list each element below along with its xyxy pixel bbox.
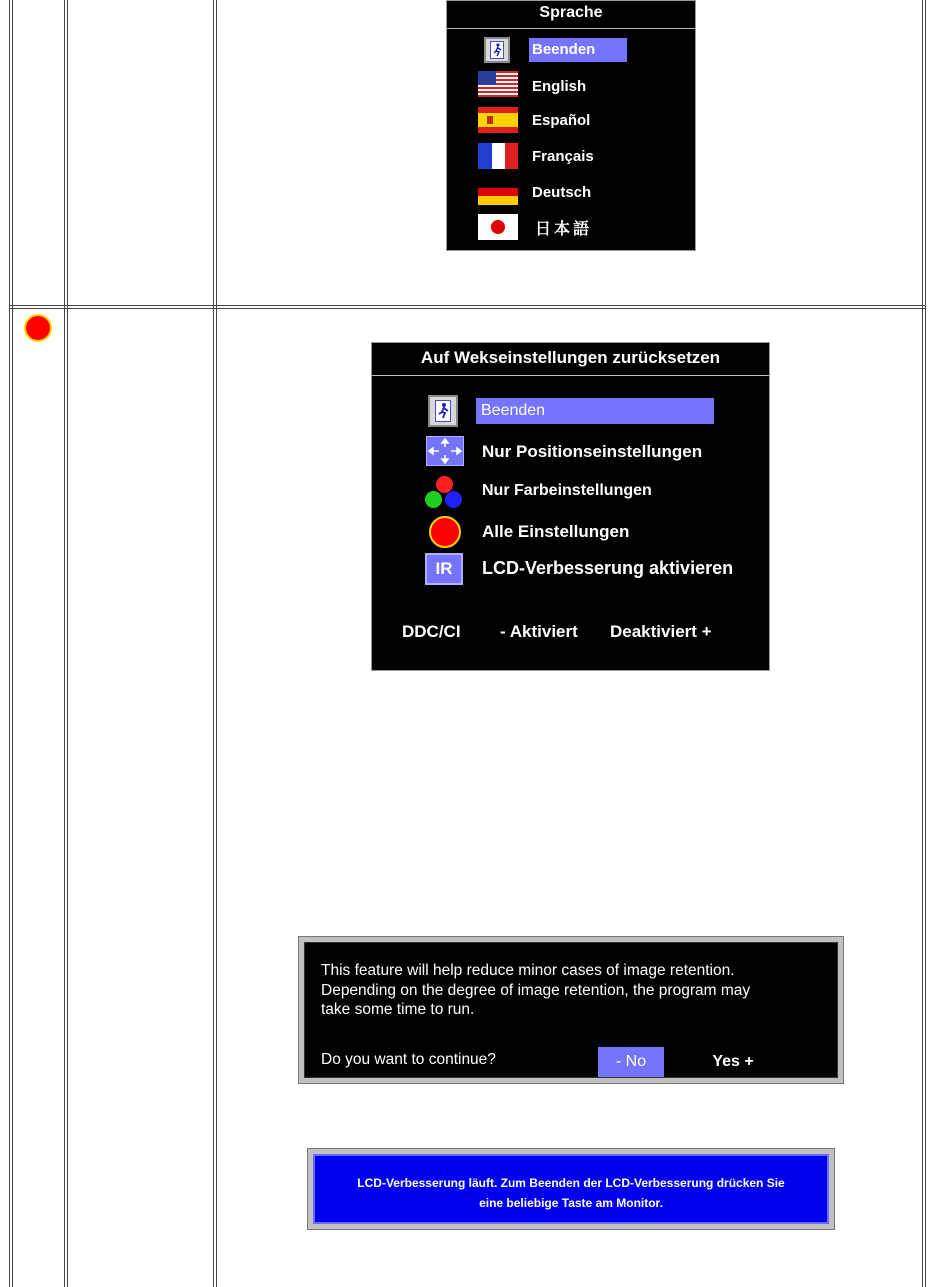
ir-icon (425, 553, 463, 585)
dialog-no-button[interactable]: - No (598, 1047, 664, 1077)
reset-item-lcd-conditioning[interactable]: LCD-Verbesserung aktivieren (482, 558, 734, 578)
japan-flag-icon (478, 214, 518, 240)
ddc-ci-label: DDC/CI (402, 622, 461, 641)
reset-item-position[interactable]: Nur Positionseinstellungen (482, 442, 703, 461)
dialog-message-line-3: take some time to run. (321, 1001, 475, 1018)
ir-icon-text: IR (435, 559, 453, 578)
reset-item-all[interactable]: Alle Einstellungen (482, 522, 630, 541)
language-item-exit[interactable]: Beenden (529, 38, 627, 62)
us-flag-icon (478, 71, 518, 97)
row-divider-b (9, 308, 926, 309)
dialog-question: Do you want to continue? (321, 1051, 496, 1068)
dialog-body (304, 942, 838, 1078)
reset-osd-panel (371, 342, 770, 671)
status-banner-line-2: eine beliebige Taste am Monitor. (479, 1196, 663, 1210)
column-divider-2b (216, 0, 217, 1287)
language-osd-panel (446, 0, 696, 251)
table-border-left-inner (12, 0, 13, 1287)
column-divider-1a (64, 0, 65, 1287)
reset-osd-title: Auf Wekseinstellungen zurücksetzen (372, 343, 769, 376)
status-banner-body (313, 1154, 829, 1224)
column-divider-1b (67, 0, 68, 1287)
position-arrows-icon (426, 436, 464, 466)
table-border-right-inner (922, 0, 923, 1287)
red-circle-icon (429, 516, 461, 548)
language-item-german[interactable]: Deutsch (532, 184, 592, 201)
lcd-conditioning-status-banner (307, 1148, 835, 1230)
dialog-yes-button[interactable]: Yes + (712, 1053, 754, 1070)
exit-icon[interactable] (428, 395, 458, 427)
table-border-right-outer (925, 0, 926, 1287)
reset-item-exit[interactable]: Beenden (476, 398, 714, 424)
spain-flag-icon (478, 107, 518, 133)
france-flag-icon (478, 143, 518, 169)
exit-icon[interactable] (484, 37, 510, 63)
language-item-english[interactable]: English (532, 78, 587, 95)
table-border-left-outer (9, 0, 10, 1287)
status-banner-line-1: LCD-Verbesserung läuft. Zum Beenden der LCD-Verbesserung drücken Sie (357, 1176, 785, 1190)
lcd-conditioning-dialog (298, 936, 844, 1084)
ddc-ci-disable-option[interactable]: Deaktiviert + (610, 622, 712, 641)
language-item-french[interactable]: Français (532, 148, 594, 165)
rgb-dots-icon (425, 476, 465, 510)
column-divider-2a (213, 0, 214, 1287)
dialog-message-line-2: Depending on the degree of image retention, the program may (321, 982, 751, 999)
language-item-japanese[interactable]: 日本語 (535, 219, 593, 238)
language-item-spanish[interactable]: Español (532, 112, 591, 129)
language-osd-title: Sprache (447, 1, 695, 29)
ddc-ci-enable-option[interactable]: - Aktiviert (500, 622, 578, 641)
row-divider-a (9, 305, 926, 306)
reset-red-circle-icon (24, 314, 52, 342)
reset-item-color[interactable]: Nur Farbeinstellungen (482, 482, 652, 499)
dialog-message-line-1: This feature will help reduce minor cases of image retention. (321, 962, 735, 979)
germany-flag-icon (478, 179, 518, 205)
